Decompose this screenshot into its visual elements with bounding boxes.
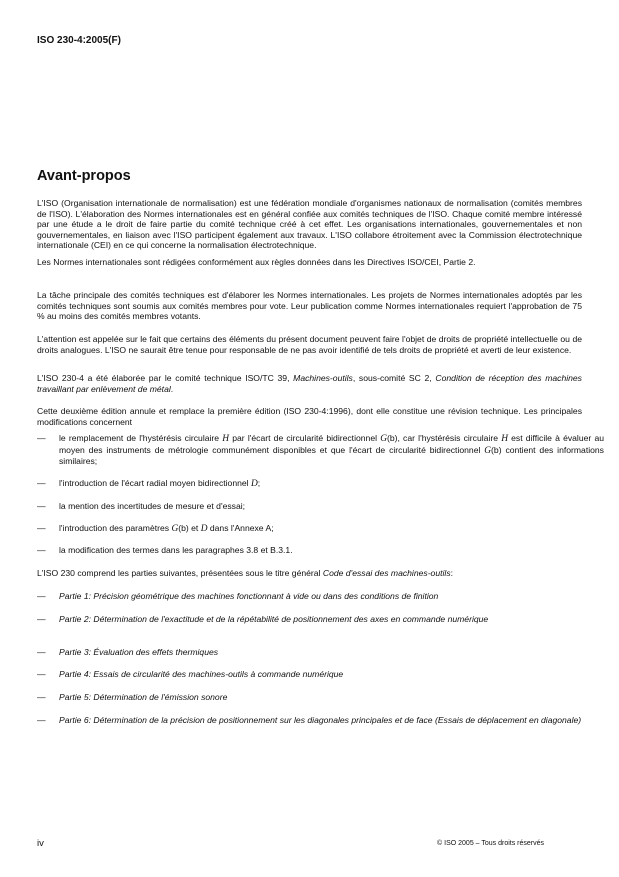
- list-item: [37, 523, 604, 535]
- list-item: [37, 614, 604, 625]
- text-run: la mention des incertitudes de mesure et d'essai;: [59, 501, 246, 511]
- text-run: Cette deuxième édition annule et remplace la première édition (ISO 230-4:1996), dont elle constitue une révision technique. Les principales modifications concernent: [37, 406, 582, 427]
- math-symbol: G: [171, 524, 179, 534]
- text-run: l'introduction de l'écart radial moyen bidirectionnel: [59, 478, 251, 488]
- paragraph: [37, 406, 582, 427]
- list-item: [37, 669, 604, 680]
- em-dash-bullet: —: [37, 614, 46, 624]
- math-symbol: H: [222, 434, 230, 444]
- em-dash-bullet: —: [37, 715, 46, 725]
- text-run: Les Normes internationales sont rédigées conformément aux règles données dans les Directives ISO/CEI, Partie 2.: [37, 257, 476, 267]
- math-symbol: D: [200, 524, 208, 534]
- copyright-notice: © ISO 2005 – Tous droits réservés: [437, 840, 544, 847]
- math-symbol: H: [501, 434, 508, 444]
- text-run: ;: [257, 478, 261, 488]
- text-run: .: [170, 383, 174, 394]
- paragraph: [37, 257, 582, 268]
- em-dash-bullet: —: [37, 433, 46, 443]
- list-item: [37, 715, 604, 726]
- math-symbol: G: [380, 434, 387, 444]
- em-dash-bullet: —: [37, 692, 46, 702]
- list-item: [37, 591, 604, 602]
- text-run: (b) contient des informations similaires;: [59, 444, 604, 467]
- text-run: (b) et: [178, 523, 201, 533]
- em-dash-bullet: —: [37, 501, 46, 511]
- paragraph: [37, 290, 582, 322]
- em-dash-bullet: —: [37, 591, 46, 601]
- italic-text: Partie 1: Précision géométrique des machines fonctionnant à vide ou dans des conditions de finition: [59, 591, 439, 601]
- italic-text: Partie 5: Détermination de l'émission sonore: [59, 692, 228, 702]
- paragraph: [37, 334, 582, 355]
- list-item: [37, 692, 604, 703]
- text-run: la modification des termes dans les paragraphes 3.8 et B.3.1.: [59, 545, 293, 555]
- paragraph: [37, 373, 582, 394]
- text-run: L'attention est appelée sur le fait que certains des éléments du présent document peuvent faire l'objet de droits de propriété intellectuelle ou de droits analogues. L'ISO ne saurait être tenue pour responsable de ne pas avoir identifié de tels droits de propriété et averti de leur existence.: [37, 334, 582, 355]
- text-run: l'introduction des paramètres: [59, 523, 172, 533]
- text-run: dans l'Annexe A;: [207, 523, 274, 533]
- text-run: le remplacement de l'hystérésis circulaire: [59, 433, 223, 443]
- em-dash-bullet: —: [37, 669, 46, 679]
- paragraph: [37, 568, 582, 579]
- text-run: , sous-comité SC 2,: [352, 373, 436, 383]
- italic-text: Partie 4: Essais de circularité des machines-outils à commande numérique: [59, 669, 344, 679]
- document-id-header: ISO 230-4:2005(F): [37, 35, 121, 46]
- list-item: [37, 545, 604, 556]
- text-run: par l'écart de circularité bidirectionnel: [229, 433, 381, 443]
- italic-text: Machines-outils: [293, 373, 353, 383]
- list-item: [37, 478, 604, 490]
- page-number: iv: [37, 838, 44, 849]
- math-symbol: G: [484, 445, 492, 456]
- italic-text: Code d'essai des machines-outils: [322, 568, 451, 578]
- italic-text: Partie 2: Détermination de l'exactitude et de la répétabilité de positionnement des axes en commande numérique: [59, 614, 489, 624]
- list-item: [37, 501, 604, 512]
- text-run: est difficile à évaluer au moyen des instruments de métrologie communément disponibles et que l'écart de circularité bidirectionnel: [59, 433, 604, 455]
- em-dash-bullet: —: [37, 647, 46, 657]
- italic-text: Partie 3: Évaluation des effets thermiques: [59, 647, 219, 657]
- italic-text: Condition de réception des machines travaillant par enlèvement de métal: [37, 373, 582, 394]
- section-title: Avant-propos: [37, 168, 131, 184]
- em-dash-bullet: —: [37, 478, 46, 488]
- italic-text: Partie 6: Détermination de la précision de positionnement sur les diagonales principales et de face (Essais de déplacement en diagonale): [59, 715, 582, 725]
- text-run: L'ISO 230 comprend les parties suivantes, présentées sous le titre général: [37, 568, 323, 578]
- em-dash-bullet: —: [37, 523, 46, 533]
- em-dash-bullet: —: [37, 545, 46, 555]
- text-run: :: [450, 568, 454, 578]
- list-item: [37, 433, 604, 467]
- paragraph: [37, 198, 582, 251]
- math-symbol: D: [250, 479, 258, 489]
- text-run: La tâche principale des comités techniques est d'élaborer les Normes internationales. Les projets de Normes internationales adoptés par les comités techniques sont soumis aux comités membres pour vote. Leur publication comme Normes internationales requiert l'approbation de 75 % au moins des comités membres votants.: [37, 290, 582, 322]
- text-run: (b), car l'hystérésis circulaire: [386, 433, 502, 443]
- list-item: [37, 647, 604, 658]
- text-run: L'ISO (Organisation internationale de normalisation) est une fédération mondiale d'organismes nationaux de normalisation (comités membres de l'ISO). L'élaboration des Normes internationales est en général confiée aux comités techniques de l'ISO. Chaque comité membre intéressé par une étude a le droit de faire partie du comité technique créé à cet effet. Les organisations internationales, gouvernementales et non gouvernementales, en liaison avec l'ISO participent également aux travaux. L'ISO collabore étroitement avec la Commission électrotechnique internationale (CEI) en ce qui concerne la normalisation électrotechnique.: [37, 198, 582, 251]
- text-run: L'ISO 230-4 a été élaborée par le comité technique ISO/TC 39,: [37, 373, 294, 383]
